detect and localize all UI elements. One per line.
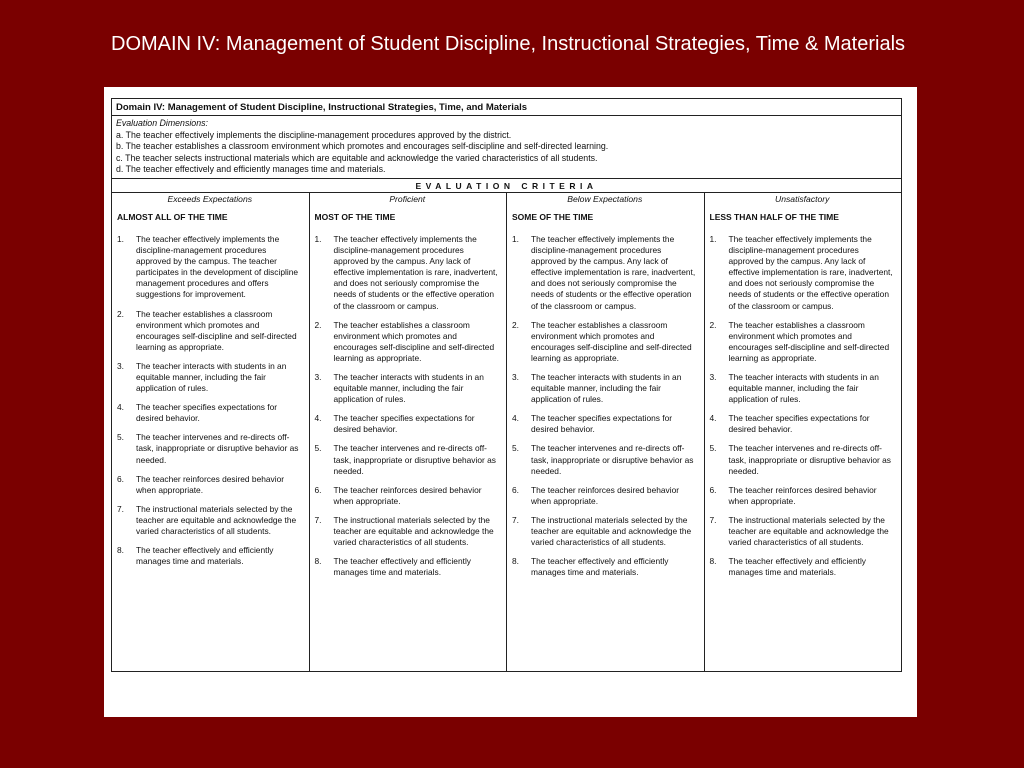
item-number: 7. xyxy=(512,514,519,525)
criteria-column-below xyxy=(507,193,705,671)
dimension-d: d. The teacher effectively and efficiently manages time and materials. xyxy=(116,164,386,175)
item-text: The teacher establishes a classroom environment which promotes and encourages self-discipline and self-directed learning as appropriate. xyxy=(531,319,692,363)
item-number: 6. xyxy=(117,473,124,484)
item-number: 3. xyxy=(117,360,124,371)
criteria-item xyxy=(117,474,303,496)
dimension-b: b. The teacher establishes a classroom environment which promotes and encourages self-discipline and self-directed learning. xyxy=(116,141,609,152)
column-frequency: LESS THAN HALF OF THE TIME xyxy=(709,211,839,222)
item-number: 1. xyxy=(709,233,717,244)
criteria-item xyxy=(512,234,698,312)
item-number: 5. xyxy=(512,443,519,454)
item-number: 3. xyxy=(314,372,322,382)
item-number: 5. xyxy=(709,443,717,454)
evaluation-table xyxy=(111,98,902,672)
item-text: The teacher effectively implements the discipline-management procedures approved by the campus. Any lack of effective implementation is rare, inadvertent, and does not seriously compromise the needs of students or the effective operation of the classroom or campus. xyxy=(531,233,696,311)
criteria-item xyxy=(512,320,698,364)
item-text: The teacher interacts with students in an equitable manner, including the fair application of rules. xyxy=(531,372,682,405)
item-text: The teacher effectively implements the discipline-management procedures approved by the campus. Any lack of effective implementation is rare, inadvertent, and does not seriously compromise the needs of students or the effective operation of the classroom or campus. xyxy=(728,233,893,311)
item-text: The teacher interacts with students in an equitable manner, including the fair application of rules. xyxy=(333,372,484,405)
criteria-item xyxy=(710,515,896,548)
criteria-item xyxy=(117,402,303,424)
criteria-column-proficient xyxy=(310,193,508,671)
item-number: 7. xyxy=(314,514,322,525)
slide-title: DOMAIN IV: Management of Student Discipline, Instructional Strategies, Time & Materials xyxy=(111,33,906,55)
criteria-item xyxy=(710,234,896,312)
item-text: The teacher effectively and efficiently manages time and materials. xyxy=(531,556,669,578)
criteria-item xyxy=(710,320,896,364)
item-text: The instructional materials selected by the teacher are equitable and acknowledge the varied characteristics of all students. xyxy=(333,514,494,548)
item-text: The teacher establishes a classroom environment which promotes and encourages self-discipline and self-directed learning as appropriate. xyxy=(136,308,297,352)
item-number: 4. xyxy=(512,413,519,424)
criteria-item xyxy=(710,413,896,435)
criteria-item xyxy=(315,372,501,405)
criteria-column-exceeds xyxy=(112,193,310,671)
item-text: The teacher reinforces desired behavior when appropriate. xyxy=(333,484,482,506)
item-text: The teacher intervenes and re-directs off-task, inappropriate or disruptive behavior as needed. xyxy=(728,443,891,476)
item-number: 8. xyxy=(709,556,717,567)
item-number: 4. xyxy=(709,413,717,424)
item-number: 3. xyxy=(709,372,717,382)
criteria-item xyxy=(315,234,501,312)
item-number: 2. xyxy=(117,308,124,319)
item-text: The teacher interacts with students in an equitable manner, including the fair application of rules. xyxy=(136,360,287,394)
item-number: 3. xyxy=(512,372,519,382)
column-heading: Below Expectations xyxy=(567,193,643,204)
item-text: The teacher reinforces desired behavior when appropriate. xyxy=(136,473,285,495)
dimension-c: c. The teacher selects instructional materials which are equitable and acknowledge the varied characteristics of all students. xyxy=(116,152,598,163)
item-text: The instructional materials selected by the teacher are equitable and acknowledge the varied characteristics of all students. xyxy=(728,514,889,548)
criteria-item xyxy=(117,432,303,465)
criteria-item xyxy=(117,234,303,301)
criteria-item xyxy=(315,515,501,548)
criteria-item xyxy=(512,443,698,476)
column-heading: Proficient xyxy=(389,193,426,204)
criteria-item xyxy=(315,443,501,476)
item-text: The teacher intervenes and re-directs off-task, inappropriate or disruptive behavior as needed. xyxy=(136,432,299,465)
criteria-item xyxy=(512,372,698,405)
item-number: 1. xyxy=(117,233,124,244)
item-number: 1. xyxy=(512,233,519,244)
domain-header: Domain IV: Management of Student Discipline, Instructional Strategies, Time, and Materials xyxy=(112,99,901,116)
criteria-item xyxy=(315,320,501,364)
criteria-item xyxy=(512,413,698,435)
item-text: The teacher specifies expectations for desired behavior. xyxy=(333,413,475,435)
item-number: 2. xyxy=(709,319,717,330)
column-frequency: MOST OF THE TIME xyxy=(314,211,396,222)
item-number: 5. xyxy=(117,432,124,443)
document-image xyxy=(104,87,917,717)
criteria-item xyxy=(315,413,501,435)
item-text: The teacher specifies expectations for desired behavior. xyxy=(531,413,673,435)
item-text: The teacher effectively and efficiently manages time and materials. xyxy=(136,545,274,567)
criteria-columns xyxy=(112,193,901,671)
criteria-item xyxy=(117,361,303,394)
item-number: 4. xyxy=(117,402,124,413)
item-text: The teacher intervenes and re-directs off-task, inappropriate or disruptive behavior as needed. xyxy=(333,443,496,476)
evaluation-dimensions xyxy=(112,116,901,179)
item-number: 2. xyxy=(314,319,322,330)
item-number: 6. xyxy=(314,484,322,495)
item-number: 4. xyxy=(314,413,322,424)
item-number: 8. xyxy=(512,556,519,567)
criteria-item xyxy=(512,515,698,548)
item-text: The teacher reinforces desired behavior when appropriate. xyxy=(531,484,680,506)
item-text: The teacher specifies expectations for desired behavior. xyxy=(728,413,870,435)
item-number: 5. xyxy=(314,443,322,454)
criteria-header: EVALUATION CRITERIA xyxy=(112,179,901,193)
criteria-item xyxy=(710,485,896,507)
item-text: The teacher reinforces desired behavior when appropriate. xyxy=(728,484,877,506)
item-number: 7. xyxy=(709,514,717,525)
item-number: 7. xyxy=(117,503,124,514)
column-frequency: SOME OF THE TIME xyxy=(512,211,594,222)
item-number: 1. xyxy=(314,233,322,244)
column-heading: Exceeds Expectations xyxy=(167,193,253,204)
dimensions-label: Evaluation Dimensions: xyxy=(116,118,208,128)
column-heading: Unsatisfactory xyxy=(775,193,830,204)
item-text: The teacher effectively and efficiently manages time and materials. xyxy=(728,556,866,578)
item-text: The teacher effectively and efficiently manages time and materials. xyxy=(333,556,471,578)
criteria-item xyxy=(315,485,501,507)
criteria-item xyxy=(117,545,303,567)
item-number: 8. xyxy=(314,556,322,567)
criteria-item xyxy=(710,372,896,405)
criteria-item xyxy=(710,443,896,476)
item-text: The teacher establishes a classroom environment which promotes and encourages self-discipline and self-directed learning as appropriate. xyxy=(333,319,495,363)
item-number: 8. xyxy=(117,545,124,556)
item-text: The teacher effectively implements the discipline-management procedures approved by the campus. The teacher participates in the development of discipline management procedures and offers suggestions for improvement. xyxy=(136,233,299,300)
item-number: 6. xyxy=(709,484,717,495)
item-text: The teacher effectively implements the discipline-management procedures approved by the campus. Any lack of effective implementation is rare, inadvertent, and does not seriously compromise the needs of students or the effective operation of the classroom or campus. xyxy=(333,233,498,311)
item-text: The instructional materials selected by the teacher are equitable and acknowledge the varied characteristics of all students. xyxy=(136,503,297,537)
item-number: 6. xyxy=(512,484,519,495)
item-text: The teacher establishes a classroom environment which promotes and encourages self-discipline and self-directed learning as appropriate. xyxy=(728,319,890,363)
item-number: 2. xyxy=(512,319,519,330)
column-frequency: ALMOST ALL OF THE TIME xyxy=(117,211,228,222)
criteria-item xyxy=(315,556,501,578)
criteria-item xyxy=(117,504,303,537)
item-text: The teacher intervenes and re-directs off-task, inappropriate or disruptive behavior as needed. xyxy=(531,443,694,476)
criteria-item xyxy=(512,556,698,578)
criteria-item xyxy=(512,485,698,507)
item-text: The instructional materials selected by the teacher are equitable and acknowledge the varied characteristics of all students. xyxy=(531,514,692,548)
criteria-item xyxy=(117,309,303,353)
dimension-a: a. The teacher effectively implements the discipline-management procedures approved by the district. xyxy=(116,129,512,140)
criteria-item xyxy=(710,556,896,578)
item-text: The teacher interacts with students in an equitable manner, including the fair application of rules. xyxy=(728,372,879,405)
item-text: The teacher specifies expectations for desired behavior. xyxy=(136,402,278,424)
criteria-column-unsatisfactory xyxy=(705,193,902,671)
